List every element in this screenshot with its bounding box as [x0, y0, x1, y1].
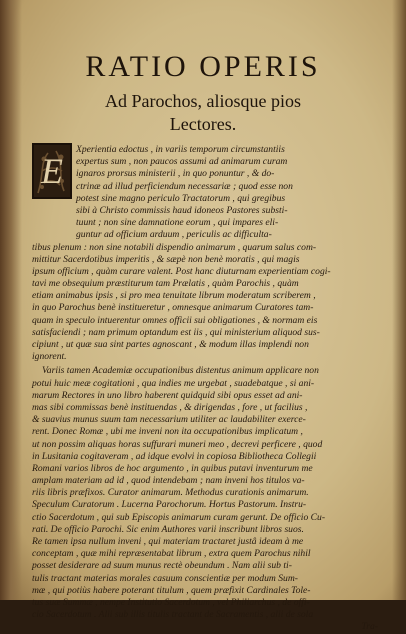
catchword: Tra- [361, 621, 378, 633]
text-line: marum Rectores in uno libro haberent quidquid sibi opus esset ad ani- [32, 389, 303, 401]
text-line: cipiunt , ut quæ sua sint partes agnoscant , & modum illas implendi non [32, 339, 309, 350]
text-line: guntur ad officium arduum , periculis ac difficulta- [76, 229, 272, 241]
text-line: tibus plenum : non sine notabili dispendio animarum , quarum salus com- [32, 241, 317, 253]
text-line: tulis tractant materias morales casuum conscientiæ per modum Sum- [32, 572, 298, 584]
text-line: conceptam , quæ mihi repræsentabat librum , extra quem Parochus nihil [32, 548, 311, 560]
drop-cap-letter: E [41, 151, 63, 191]
text-line: Variis tamen Academiæ occupationibus distentus animum applicare non [42, 365, 319, 377]
text-line: ut non possim aliquas horas suffurari muneri meo , decrevi perficere , quod [32, 438, 323, 450]
text-line: ctio Sacerdotum , qui sub Episcopis animarum curam gerunt. De officio Cu- [32, 511, 326, 523]
text-line: tavi me obsequium præstiturum tam Prælatis , quàm Parochis , quàm [32, 278, 299, 290]
subtitle-line-1: Ad Parochos, aliosque pios [105, 91, 301, 111]
text-line: ipsum officium , quàm curare valent. Post hanc diuturnam experientiam cogi- [32, 265, 331, 277]
text-line: Romani varios libros de hoc argumento , in quibus putavi inventurum me [32, 462, 313, 474]
text-line: tuunt ; non sine damnatione eorum , qui impares eli- [76, 217, 279, 229]
text-line: expertus sum , non paucos assumi ad animarum curam [76, 156, 288, 168]
text-line: amplam materiam ad id , quod intendebam ; nam inveni hos titulos va- [32, 475, 305, 487]
text-line: ignaros prorsus ministerii , in quo ponuntur , & do- [76, 168, 275, 180]
text-line: & suavius munus suum tam necessarium utiliter ac laudabiliter exerce- [32, 414, 306, 426]
text-line: tus suæ Summæ , nempe Institutio Sacerdotum , vel Philiarchus , de offi- [32, 596, 310, 608]
text-line: sibi à Christo commissis haud idoneos Pastores substi- [76, 204, 288, 216]
page-title: RATIO OPERIS [85, 50, 321, 83]
text-line: Re tamen ipsa nullum inveni , qui materiam tractaret justâ ideam à me [32, 536, 304, 547]
text-line: ignorent. [32, 351, 67, 363]
text-line: etiam animabus ipsis , si pro mea tenuitate librum moderatum scriberem , [32, 290, 316, 302]
text-line: Xperientia edoctus , in variis temporum circumstantiis [76, 144, 285, 155]
text-line: potui huic meæ cogitationi , qua indies me urgebat , suadebatque , si ani- [32, 377, 315, 389]
text-line: potest sine magno periculo Tractatorum , qui gregibus [76, 192, 286, 204]
text-line: rent. Donec Romæ , ubi me inveni non ita occupationibus implicatum , [32, 426, 303, 438]
text-line: mittitur Sacerdotibus imperitis , & sæpè non benè moratis , qui magis [32, 253, 300, 265]
text-line: cio Sacerdotum . Alii sub illis titulis tractant de Sacramentis , alii de sola [32, 609, 314, 621]
text-line: ctrinæ ad illud perficiendum necessariæ ; quod esse non [76, 180, 293, 192]
subtitle-line-2: Lectores. [169, 114, 237, 134]
text-line: mæ , qui potiùs habere poterant titulum , quem præfixit Cardinales Tole- [32, 584, 311, 596]
text-line: in quo Parochus benè institueretur , omnesque animarum Curatores tam- [32, 302, 314, 314]
text-line: rati. De officio Parochi. Sic enim Authores varii inscribunt libros suos. [32, 523, 304, 535]
text-line: Speculum Curatorum . Lucerna Parochorum. Hortus Pastorum. Instru- [32, 499, 307, 511]
text-line: mas sibi commissas benè instituendas , & dirigendas , fore , ut facilius , [32, 401, 308, 413]
text-line: quam in speculo intuerentur omnes officii sui obligationes , & normam eis [32, 314, 318, 326]
text-line: posset desiderare ad suum munus rectè obeundum . Nam alii sub ti- [32, 560, 292, 572]
body-text [32, 144, 378, 634]
text-line: in Lusitania cogitaveram , ad idque evolvi in copiosa Bibliotheca Collegii [32, 450, 317, 462]
text-line: riis libris præfixos. Curator animarum. Methodus curationis animarum. [32, 487, 309, 499]
text-line: satisfaciendi ; nam primum optandum est iis , qui ministerium aliquod sus- [32, 326, 320, 338]
page-subtitle [0, 90, 406, 136]
